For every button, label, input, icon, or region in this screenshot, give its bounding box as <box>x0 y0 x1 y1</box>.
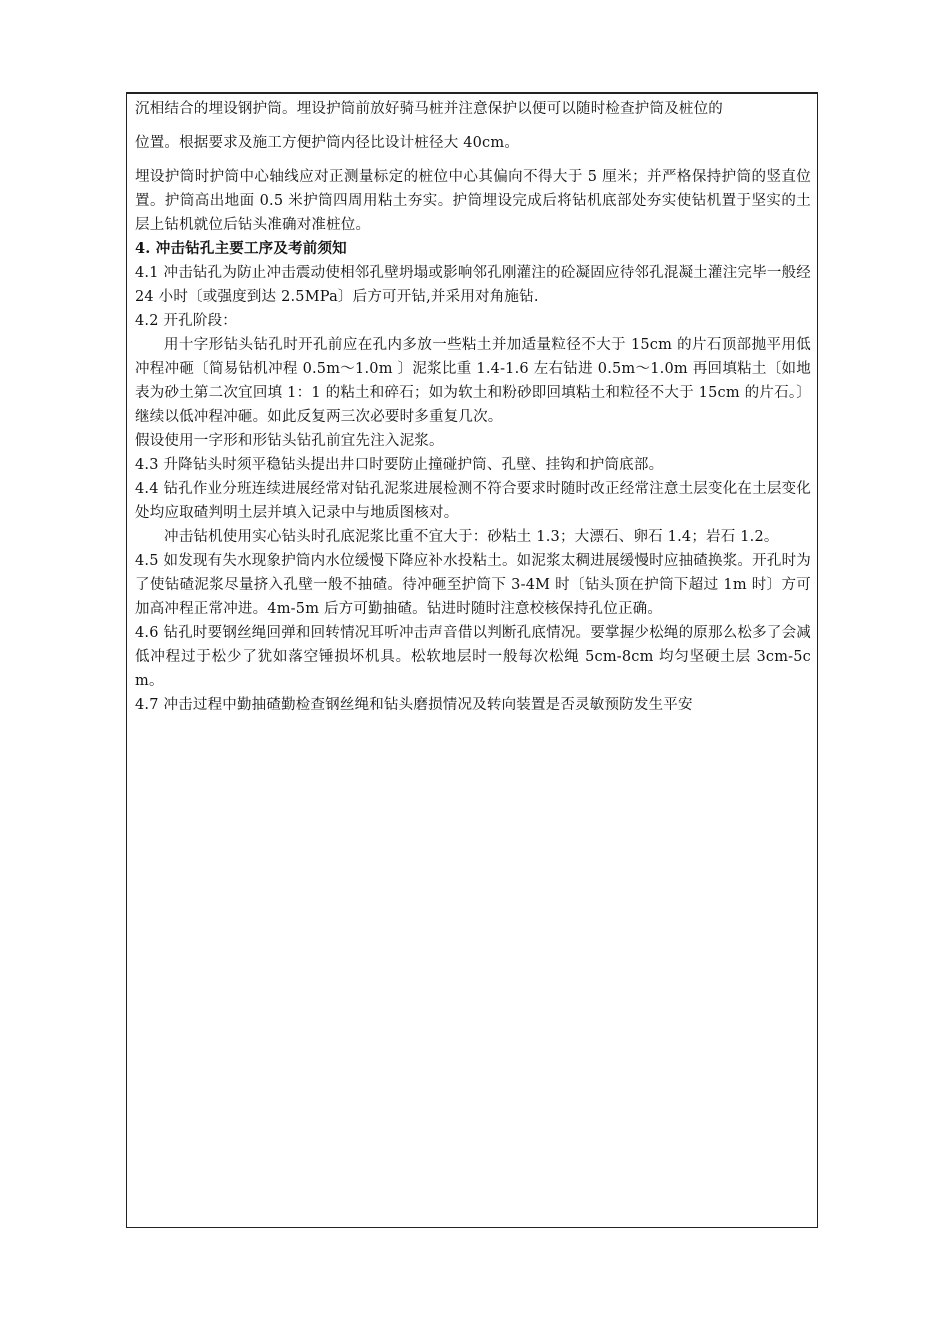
paragraph-4-6: 4.6 钻孔时要钢丝绳回弹和回转情况耳听冲击声音借以判断孔底情况。要掌握少松绳的原那么松多了会减低冲程过于松少了犹如落空锤损坏机具。松软地层时一般每次松绳 5cm-8cm 均匀坚硬土层 3cm-5cm。 <box>135 625 811 689</box>
paragraph-casing-alignment: 埋设护筒时护筒中心轴线应对正测量标定的桩位中心其偏向不得大于 5 厘米；并严格保持护筒的竖直位置。护筒高出地面 0.5 米护筒四周用粘土夯实。护筒埋设完成后将钻机底部处夯实使钻机置于坚实的土层上钻机就位后钻头准确对准桩位。 <box>135 169 811 233</box>
section-heading-4: 4. 冲击钻孔主要工序及考前须知 <box>135 240 347 257</box>
paragraph-4-4-detail: 冲击钻机使用实心钻头时孔底泥浆比重不宜大于：砂粘土 1.3；大漂石、卵石 1.4；岩石 1.2。 <box>164 529 779 545</box>
document-frame <box>126 92 818 1228</box>
paragraph-4-4: 4.4 钻孔作业分班连续进展经常对钻孔泥浆进展检测不符合要求时随时改正经常注意土层变化在土层变化处均应取碴判明土层并填入记录中与地质图核对。 <box>135 481 811 521</box>
paragraph-4-7: 4.7 冲击过程中勤抽碴勤检查钢丝绳和钻头磨损情况及转向装置是否灵敏预防发生平安 <box>135 697 693 713</box>
paragraph-4-2-note: 假设使用一字形和形钻头钻孔前宜先注入泥浆。 <box>135 433 444 449</box>
paragraph-4-1: 4.1 冲击钻孔为防止冲击震动使相邻孔壁坍塌或影响邻孔刚灌注的砼凝固应待邻孔混凝土灌注完毕一般经 24 小时〔或强度到达 2.5MPa〕后方可开钻,并采用对角施钻. <box>135 265 811 305</box>
paragraph-steel-casing: 沉相结合的埋设钢护筒。埋设护筒前放好骑马桩并注意保护以便可以随时检查护筒及桩位的 <box>135 101 723 117</box>
paragraph-4-3: 4.3 升降钻头时须平稳钻头提出井口时要防止撞碰护筒、孔壁、挂钩和护筒底部。 <box>135 457 664 473</box>
paragraph-casing-diameter: 位置。根据要求及施工方便护筒内径比设计桩径大 40cm。 <box>135 135 520 151</box>
document-body <box>135 97 811 717</box>
top-border <box>127 93 817 94</box>
paragraph-4-2: 4.2 开孔阶段： <box>135 313 237 329</box>
paragraph-4-5: 4.5 如发现有失水现象护筒内水位缓慢下降应补水投粘土。如泥浆太稠进展缓慢时应抽碴换浆。开孔时为了使钻碴泥浆尽量挤入孔壁一般不抽碴。待冲砸至护筒下 3-4M 时〔钻头顶在护筒下超过 1m 时〕方可加高冲程正常冲进。4m-5m 后方可勤抽碴。钻进时随时注意校核保持孔位正确。 <box>135 553 811 617</box>
paragraph-4-2-detail: 用十字形钻头钻孔时开孔前应在孔内多放一些粘土并加适量粒径不大于 15cm 的片石顶部抛平用低冲程冲砸〔简易钻机冲程 0.5m～1.0m 〕泥浆比重 1.4-1.6 左右钻进 0.5m～1.0m 再回填粘土〔如地表为砂土第二次宜回填 1：1 的粘土和碎石；如为软土和粉砂即回填粘土和粒径不大于 15cm 的片石。〕继续以低冲程冲砸。如此反复两三次必要时多重复几次。 <box>135 337 811 425</box>
